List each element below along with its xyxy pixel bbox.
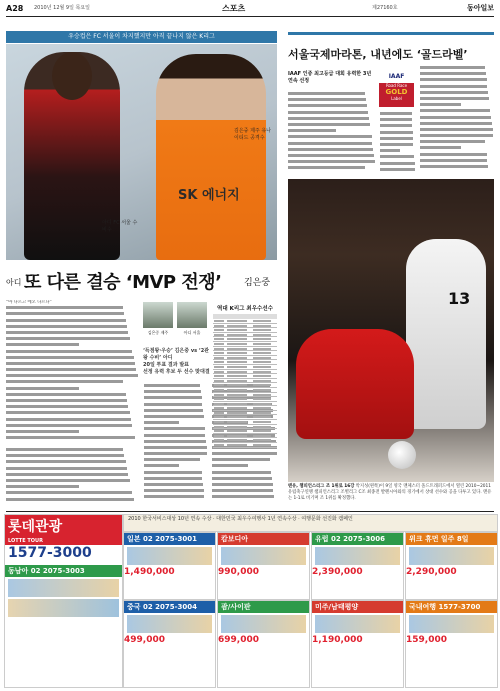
lotte-name: 롯데관광: [5, 515, 122, 537]
text-line: [420, 165, 494, 171]
players-photo: [6, 44, 277, 260]
headline-kicker: 아디: [6, 278, 22, 287]
right-story-bar: [288, 32, 494, 35]
ad-cell-guam: [217, 600, 310, 688]
ad-cell-domestic: [405, 600, 498, 688]
cell-7-image: [315, 615, 400, 633]
logo-line-2: GOLD: [385, 88, 408, 96]
text-line: [288, 166, 376, 172]
cell-1-title: 일본 02 2075-3001: [124, 533, 215, 545]
award-strip-text: 2010 한국서비스대상 10년 연속 수상 · 대한민국 최우수여행사 1년 연속수상 · 여행문화 선진화 캠페인: [128, 516, 353, 522]
ad-award-strip: [123, 514, 498, 532]
ad-cell-japan: [123, 532, 216, 600]
subhead-line-2: 20일 투표 결과 발표: [143, 362, 189, 368]
player-thumbnails: [143, 302, 209, 336]
body-column-c: [144, 384, 208, 506]
cell-3-title: 유럽 02 2075-3006: [312, 533, 403, 545]
story-lead: “아 다르고 에오 다르다”: [6, 300, 52, 305]
body-column-a: [6, 300, 139, 445]
cell-6-title: 괌/사이판: [218, 601, 309, 613]
story-banner: 우승컵은 FC 서울이 차지했지만 아직 끝나지 않은 K리그: [6, 31, 277, 43]
cell-2-title: 캄보디아: [218, 533, 309, 545]
lotte-tour-ad: [4, 514, 123, 688]
man-utd-player-figure: [296, 329, 414, 439]
valencia-player-figure: [406, 239, 486, 429]
text-line: [212, 495, 278, 501]
headline-name: 김은중: [244, 278, 271, 288]
cell-8-price: 159,000: [406, 635, 447, 645]
park-ji-sung-photo: [288, 179, 494, 482]
edition-number: 제27160호: [372, 5, 398, 11]
caption-text: 박지성(왼쪽)이 9일 영국 맨체스터 올드트래퍼드에서 열린 2010~2011 유럽축구연맹 챔피언스리그 조별리그 C조 최종전 발렌시아와의 경기에서 상대 선수와 공을 다투고 있다. 맨유는 1-1로 비기며 조 1위를 확정했다.: [288, 484, 492, 501]
ad-divider-rule: [6, 511, 494, 512]
player-kim-figure: [156, 54, 266, 260]
cell-4-title: 위크 휴먼 일주 8일: [406, 533, 497, 545]
thumbnail-caption-kim: 김은중 제주: [147, 330, 169, 335]
lotte-ad-image: [8, 579, 119, 597]
right-story-subtitle: IAAF 인증 최고등급 대회 유력한 3년 연속 선정: [288, 71, 372, 84]
ad-cell-cambodia: [217, 532, 310, 600]
headline: 또 다른 결승 ‘MVP 전쟁’: [24, 272, 222, 293]
cell-5-title: 중국 02 2075-3004: [124, 601, 215, 613]
cell-3-image: [315, 547, 400, 565]
body-column-b: [6, 448, 139, 506]
right-photo-caption: [288, 484, 494, 514]
cell-4-price: 2,290,000: [406, 567, 457, 577]
subhead-line-1: ‘득점왕·우승’ 김은중 vs ‘2관왕 수비’ 아디: [143, 348, 210, 361]
page-number: A28: [6, 4, 24, 13]
logo-line-1: Road Race: [385, 83, 408, 88]
text-line: [6, 498, 139, 504]
header-rule: [6, 16, 494, 17]
thumbnail-adi: [177, 302, 207, 328]
cell-2-price: 990,000: [218, 567, 259, 577]
cell-3-price: 2,390,000: [312, 567, 363, 577]
iaaf-logo-text: IAAF: [379, 71, 414, 83]
travel-ads-section: [4, 514, 496, 688]
cell-7-title: 미주/남태평양: [312, 601, 403, 613]
table-rows: [213, 319, 277, 448]
text-line: [6, 436, 139, 442]
thumbnail-kim: [143, 302, 173, 328]
ad-cell-china: [123, 600, 216, 688]
photo-caption-right: 김은중 제주 유나이티드 공격수: [234, 128, 271, 141]
cell-2-image: [221, 547, 306, 565]
lotte-region-tag: 동남아 02 2075-3003: [5, 565, 122, 577]
soccer-ball: [388, 441, 416, 469]
cell-8-title: 국내여행 1577-3700: [406, 601, 497, 613]
table-title: 역대 K리그 최우수선수: [217, 306, 273, 312]
jersey-number: 13: [448, 289, 471, 308]
table-row: [213, 443, 277, 448]
headline-block: [6, 268, 277, 292]
cell-6-image: [221, 615, 306, 633]
subhead-line-3: 선정 유력 후보 두 선수 맞대결: [143, 369, 210, 375]
right-body-column-1: [288, 92, 376, 174]
photo-caption-left: 아디 FC 서울 수비수: [102, 220, 138, 233]
right-body-column-2: [380, 112, 416, 174]
logo-line-3: Label: [391, 96, 402, 101]
lotte-sub: LOTTE TOUR: [5, 537, 122, 545]
cell-6-price: 699,000: [218, 635, 259, 645]
iaaf-gold-label-logo: [379, 71, 414, 107]
newspaper-name: 동아일보: [466, 4, 494, 12]
cell-1-image: [127, 547, 212, 565]
right-body-column-3: [420, 66, 494, 174]
cell-8-image: [409, 615, 494, 633]
cell-4-image: [409, 547, 494, 565]
issue-date: 2010년 12월 9일 목요일: [34, 5, 91, 11]
cell-1-price: 1,490,000: [124, 567, 175, 577]
ad-cell-europe: [311, 532, 404, 600]
lotte-phone: 1577-3000: [8, 545, 92, 561]
cell-5-image: [127, 615, 212, 633]
cell-7-price: 1,190,000: [312, 635, 363, 645]
text-line: [144, 495, 208, 501]
mvp-history-table: [213, 304, 277, 448]
ad-cell-america: [311, 600, 404, 688]
text-line: [380, 168, 416, 174]
thumbnail-caption-adi: 아디 서울: [183, 330, 201, 335]
right-story-title: 서울국제마라톤, 내년에도 ‘골드라벨’: [288, 48, 468, 61]
section-name: 스포츠: [222, 4, 246, 13]
ad-cell-tour: [405, 532, 498, 600]
subhead-block: [143, 348, 211, 376]
cell-5-price: 499,000: [124, 635, 165, 645]
page-header: [6, 2, 494, 15]
caption-bold-lead: 맨유, 챔피언스리그 조 1위로 16강: [288, 484, 355, 489]
jersey-sponsor: SK 에너지: [178, 188, 240, 203]
lotte-ad-image-2: [8, 599, 119, 617]
